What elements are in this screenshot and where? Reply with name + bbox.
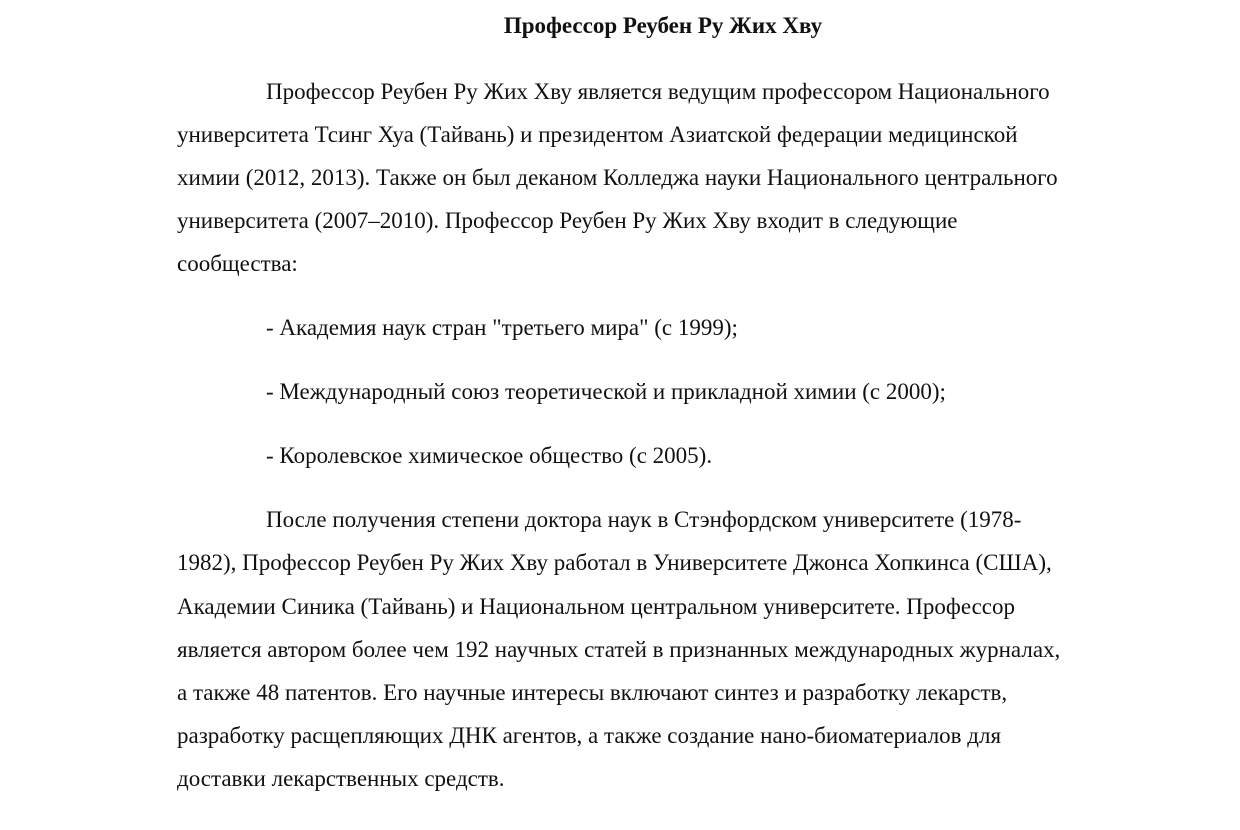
- text-line: разработку расщепляющих ДНК агентов, а также создание нано-биоматериалов для: [177, 723, 1002, 748]
- list-item: - Академия наук стран "третьего мира" (с 1999);: [266, 315, 738, 340]
- text-line: университета (2007–2010). Профессор Реубен Ру Жих Хву входит в следующие: [177, 208, 958, 233]
- text-line: 1982), Профессор Реубен Ру Жих Хву работал в Университете Джонса Хопкинса (США),: [177, 550, 1052, 575]
- document-title: Профессор Реубен Ру Жих Хву: [503, 13, 823, 38]
- text-line: а также 48 патентов. Его научные интересы включают синтез и разработку лекарств,: [177, 680, 1008, 705]
- list-item: - Международный союз теоретической и прикладной химии (с 2000);: [266, 379, 946, 404]
- text-line: Академии Синика (Тайвань) и Национальном центральном университете. Профессор: [177, 594, 1016, 619]
- text-line: является автором более чем 192 научных статей в признанных международных журналах,: [177, 637, 1061, 662]
- text-line: После получения степени доктора наук в Стэнфордском университете (1978-: [266, 507, 1022, 532]
- text-line: университета Тсинг Хуа (Тайвань) и президентом Азиатской федерации медицинской: [177, 122, 1018, 147]
- list-item: - Королевское химическое общество (с 2005).: [266, 443, 713, 468]
- text-line: доставки лекарственных средств.: [177, 766, 505, 791]
- text-line: Профессор Реубен Ру Жих Хву является ведущим профессором Национального: [266, 79, 1050, 104]
- text-line: сообщества:: [177, 251, 298, 276]
- text-line: химии (2012, 2013). Также он был деканом Колледжа науки Национального центрального: [177, 165, 1058, 190]
